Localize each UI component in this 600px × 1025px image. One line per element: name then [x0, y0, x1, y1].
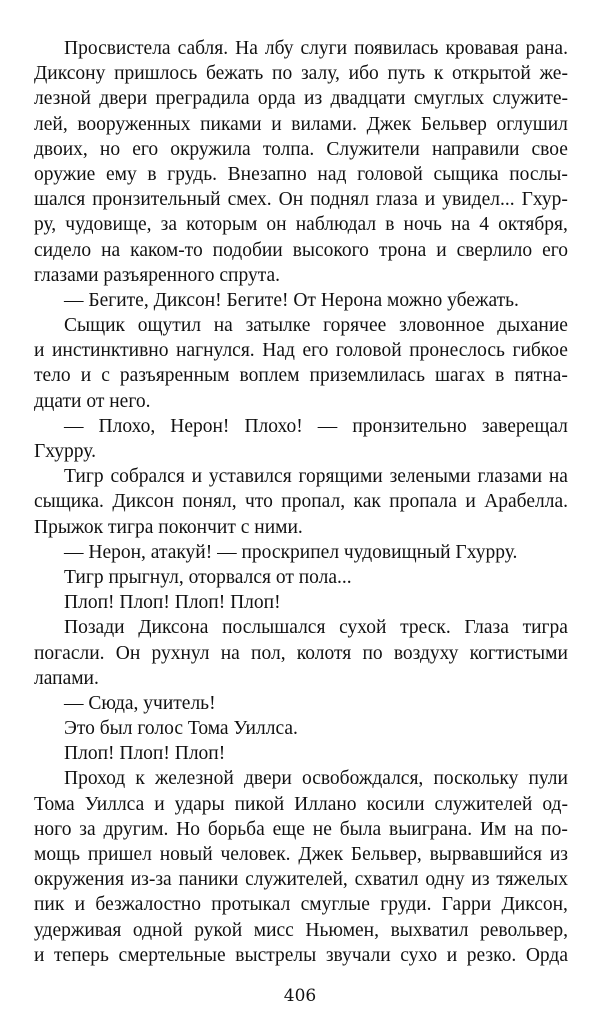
text-line: Позади Диксона послышался сухой треск. Глаза тигра: [64, 617, 568, 639]
text-line: Гхурру.: [34, 441, 96, 462]
text-line: дцати от него.: [34, 390, 151, 412]
text-line: тело и с разъяренным воплем приземлилась шагах в пятна-: [34, 365, 568, 387]
text-line: — Бегите, Диксон! Бегите! От Нерона можно убежать.: [64, 289, 519, 311]
text-line: Диксону пришлось бежать по залу, ибо путь к открытой же-: [34, 63, 568, 85]
text-line: лезной двери преградила орда из двадцати смуглых служите-: [34, 88, 568, 110]
text-line: Тома Уиллса и удары пикой Иллано косили служителей од-: [34, 793, 568, 815]
text-line: Это был голос Тома Уиллса.: [64, 718, 298, 740]
text-line: — Плохо, Нерон! Плохо! — пронзительно заверещал: [64, 415, 568, 437]
text-line: окружения из-за паники служителей, схватил одну из тяжелых: [34, 869, 568, 891]
text-line: лапами.: [34, 667, 99, 689]
text-line: мощь пришел новый человек. Джек Бельвер, вырвавшийся из: [34, 844, 568, 865]
text-line: и теперь смертельные выстрелы звучали сухо и резко. Орда: [34, 944, 568, 966]
text-line: и инстинктивно нагнулся. Над его головой пронеслось гибкое: [34, 340, 568, 362]
text-line: Плоп! Плоп! Плоп! Плоп!: [64, 592, 281, 614]
text-line: Тигр прыгнул, оторвался от пола...: [64, 566, 352, 588]
text-line: сидело на каком-то подобии высокого трона и сверлило его: [34, 239, 568, 261]
text-line: Просвистела сабля. На лбу слуги появилась кровавая рана.: [64, 38, 568, 59]
text-line: двоих, но его окружила толпа. Служители направили свое: [34, 138, 568, 160]
text-line: оружие ему в грудь. Внезапно над головой сыщика послы-: [34, 163, 568, 185]
text-line: ру, чудовище, за которым он наблюдал в ночь на 4 октября,: [34, 214, 568, 236]
text-line: сыщика. Диксон понял, что пропал, как пропала и Арабелла.: [34, 491, 568, 513]
text-line: Сыщик ощутил на затылке горячее зловонное дыхание: [64, 315, 568, 337]
text-line: Тигр собрался и уставился горящими зелеными глазами на: [64, 466, 568, 488]
text-line: погасли. Он рухнул на пол, колотя по воздуху когтистыми: [34, 642, 568, 664]
text-line: лей, вооруженных пиками и вилами. Джек Бельвер оглушил: [34, 113, 568, 135]
text-line: Проход к железной двери освобождался, поскольку пули: [64, 768, 568, 790]
text-line: пик и безжалостно протыкал смуглые груди. Гарри Диксон,: [34, 894, 568, 916]
text-line: удерживая одной рукой мисс Ньюмен, выхватил револьвер,: [34, 919, 568, 941]
text-line: — Сюда, учитель!: [64, 692, 216, 714]
text-line: шался пронзительный смех. Он поднял глаза и увидел... Гхур-: [34, 189, 568, 211]
text-line: Прыжок тигра покончит с ними.: [34, 516, 303, 538]
page-number: 406: [283, 986, 317, 1006]
text-line: Плоп! Плоп! Плоп!: [64, 743, 226, 765]
page-text: [34, 36, 568, 968]
text-line: — Нерон, атакуй! — проскрипел чудовищный Гхурру.: [64, 541, 518, 563]
text-line: ного за другим. Но борьба еще не была выиграна. Им на по-: [34, 818, 568, 840]
text-line: глазами разъяренного спрута.: [34, 264, 281, 286]
